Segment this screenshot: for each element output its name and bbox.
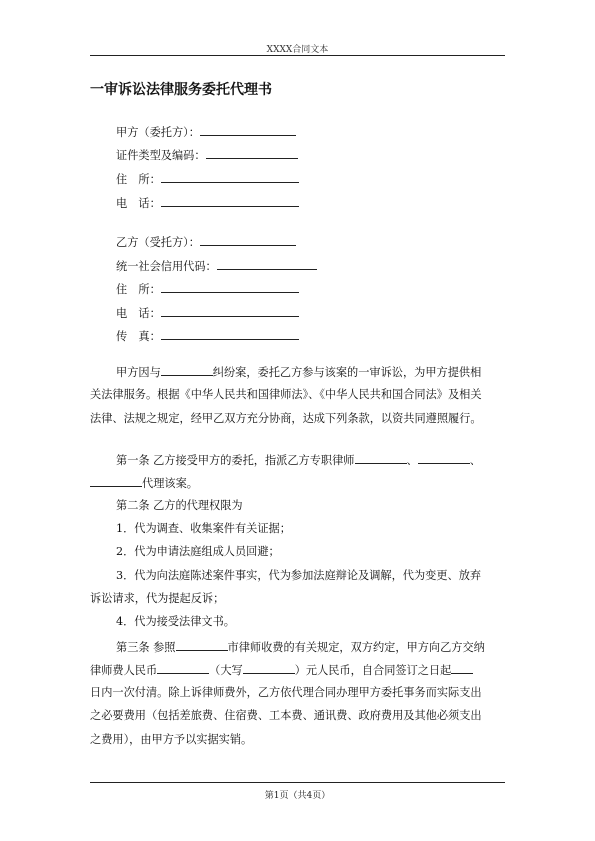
party-a-id-label: 证件类型及编码： <box>116 149 206 162</box>
article3-fee-words-blank <box>243 662 295 674</box>
article1-lawyer1-blank <box>355 452 407 464</box>
article1-sep-1: 、 <box>406 454 418 467</box>
article1-sep-2: 、 <box>469 454 481 467</box>
intro-line-1 <box>116 364 481 380</box>
party-b-credit-label: 统一社会信用代码： <box>116 260 217 273</box>
article1-line-1 <box>116 452 481 468</box>
party-b-fax-blank <box>161 328 299 340</box>
article3-line-1 <box>116 639 485 655</box>
party-a-client-line <box>116 124 296 140</box>
intro-text-1b: 纠纷案，委托乙方参与该案的一审诉讼，为甲方提供相 <box>212 366 482 379</box>
article2-item-2: 2．代为申请法庭组成人员回避； <box>116 545 280 558</box>
party-b-agent-blank <box>200 234 296 246</box>
intro-line-3: 法律、法规之规定，经甲乙双方充分协商，达成下列条款，以资共同遵照履行。 <box>90 412 482 425</box>
article2-item-4: 4．代为接受法律文书。 <box>116 615 235 628</box>
party-b-phone-blank <box>161 305 299 317</box>
article1-text-1a: 第一条 乙方接受甲方的委托，指派乙方专职律师 <box>116 454 355 467</box>
article3-text-2b: （大写 <box>209 664 243 677</box>
article3-fee-blank <box>157 662 209 674</box>
party-a-address-line <box>116 171 299 187</box>
article3-city-blank <box>176 639 228 651</box>
article1-lawyer3-blank <box>90 475 142 487</box>
party-b-credit-line <box>116 258 317 274</box>
article2-item-3b: 诉讼请求，代为提起反诉； <box>90 592 225 605</box>
article2-item-3a: 3．代为向法庭陈述案件事实，代为参加法庭辩论及调解，代为变更、放弃 <box>116 569 482 582</box>
article3-line-4: 之必要费用（包括差旅费、住宿费、工本费、通讯费、政府费用及其他必须支出 <box>90 709 482 722</box>
article2-item-1: 1．代为调查、收集案件有关证据； <box>116 522 291 535</box>
article2-title: 第二条 乙方的代理权限为 <box>116 499 243 512</box>
party-b-phone-label: 电 话： <box>116 307 161 320</box>
article3-days-blank <box>451 662 473 674</box>
footer-rule <box>90 782 505 783</box>
party-b-address-blank <box>161 281 299 293</box>
article1-text-2b: 代理该案。 <box>142 477 198 490</box>
article1-line-2 <box>90 475 198 491</box>
document-title: 一审诉讼法律服务委托代理书 <box>90 82 272 98</box>
intro-text-1a: 甲方因与 <box>116 366 161 379</box>
article1-lawyer2-blank <box>418 452 470 464</box>
party-b-agent-label: 乙方（受托方）： <box>116 236 200 249</box>
party-a-id-blank <box>206 147 298 159</box>
party-a-phone-label: 电 话： <box>116 197 161 210</box>
party-b-fax-label: 传 真： <box>116 330 161 343</box>
article3-text-1a: 第三条 参照 <box>116 641 176 654</box>
intro-line-2: 关法律服务。根据《中华人民共和国律师法》、《中华人民共和国合同法》及相关 <box>90 388 482 401</box>
party-a-phone-blank <box>161 195 299 207</box>
party-b-agent-line <box>116 234 296 250</box>
footer-page-number: 第1页（共4页） <box>264 791 331 801</box>
party-a-phone-line <box>116 195 299 211</box>
header-text: XXXX合同文本 <box>266 45 329 55</box>
party-b-credit-blank <box>217 258 317 270</box>
party-b-fax-line <box>116 328 299 344</box>
party-b-address-line <box>116 281 299 297</box>
article3-line-5: 之费用），由甲方予以实据实销。 <box>90 733 253 746</box>
party-a-client-blank <box>200 124 296 136</box>
header-rule <box>90 55 505 56</box>
intro-case-blank <box>161 364 213 376</box>
article3-line-2 <box>90 662 473 678</box>
party-a-id-line <box>116 147 298 163</box>
article3-text-2a: 律师费人民币 <box>90 664 158 677</box>
party-a-address-blank <box>161 171 299 183</box>
article3-text-1b: 市律师收费的有关规定，双方约定，甲方向乙方交纳 <box>227 641 485 654</box>
party-b-phone-line <box>116 305 299 321</box>
party-a-address-label: 住 所： <box>116 173 161 186</box>
article3-line-3: 日内一次付清。除上诉律师费外，乙方依代理合同办理甲方委托事务而实际支出 <box>90 686 482 699</box>
party-b-address-label: 住 所： <box>116 283 161 296</box>
party-a-client-label: 甲方（委托方）： <box>116 126 200 139</box>
article3-text-2c: ）元人民币，自合同签订之日起 <box>294 664 452 677</box>
